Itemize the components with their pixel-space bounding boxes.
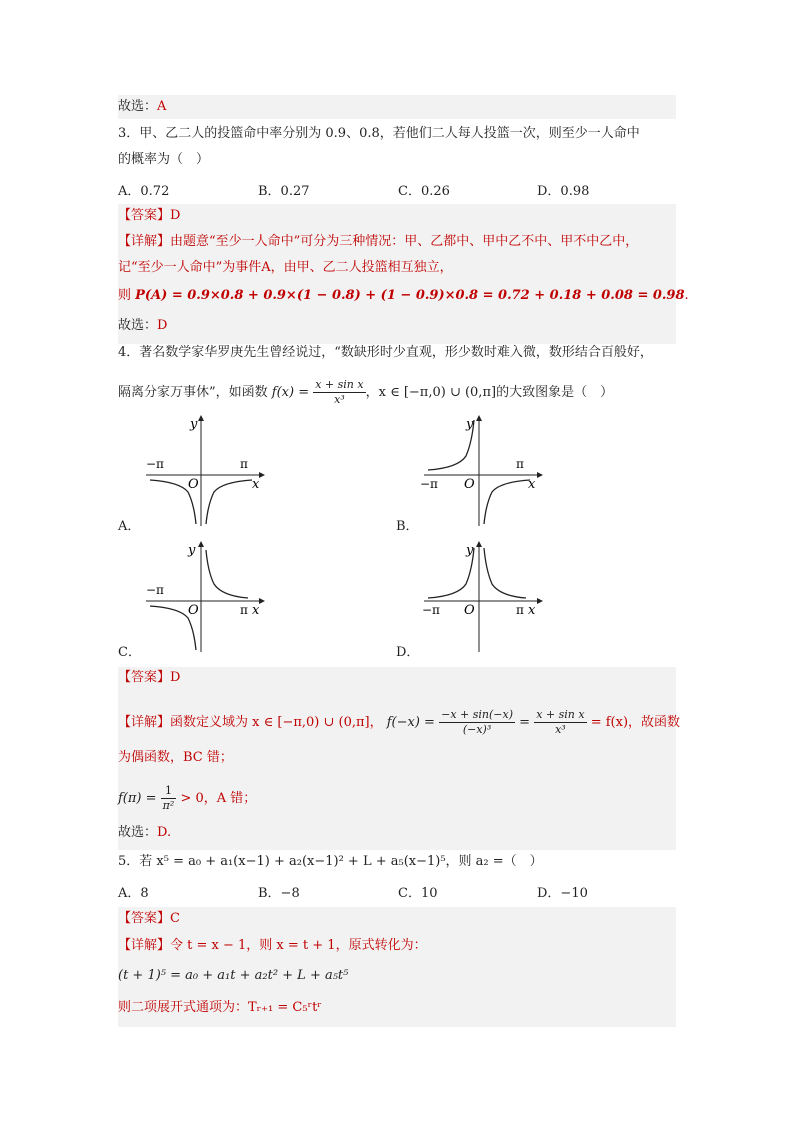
q4-stem-line2: 隔离分家万事休”，如函数 f(x) = $\frac{\text{x + sin x}}{\text{x³}}$ ，x ∈ [−π,0) ∪ (0,π]的大致图象是（ ）: [118, 378, 614, 406]
q3-detail-line1: 【详解】由题意“至少一人命中”可分为三种情况：甲、乙都中、甲中乙不中、甲不中乙中，: [118, 234, 639, 249]
q3-option-b: B．0.27: [258, 184, 310, 199]
q5-detail-line1: 【详解】令 t = x − 1，则 x = t + 1，原式转化为：: [118, 938, 427, 953]
neg-pi-label: −π: [146, 457, 164, 471]
q4-function-fraction: $\frac{\text{x + sin x}}{\text{x³}}$: [315, 378, 364, 406]
y-label: y: [466, 417, 474, 432]
q5-detail-line2: (t + 1)⁵ = a₀ + a₁t + a₂t² + L + a₅t⁵: [118, 968, 349, 983]
origin-label: O: [464, 477, 475, 492]
graph-d-label: D．: [396, 645, 420, 660]
q3-option-a: A．0.72: [118, 184, 170, 199]
q5-option-a: A．8: [118, 886, 149, 901]
pi-label: π: [516, 603, 524, 617]
origin-label: O: [188, 603, 199, 618]
q4-final: 故选：D.: [118, 825, 172, 840]
q5-option-c: C．10: [398, 886, 438, 901]
graph-b-label: B．: [396, 519, 419, 534]
y-label: y: [188, 543, 196, 558]
q2-final: 故选：A: [118, 99, 167, 114]
q4-detail-line3: f(π) = $\frac{1}{\text{π²}}$ > 0，A 错；: [118, 784, 257, 812]
q4-detail-line2: 为偶函数，BC 错；: [118, 750, 233, 765]
q4-detail-fraction-2: $\frac{\text{x + sin x}}{\text{x³}}$: [536, 708, 585, 736]
x-label: x: [528, 603, 536, 618]
q4-detail-line1: 【详解】函数定义域为 x ∈ [−π,0) ∪ (0,π]， f(−x) = $\frac{-x + \sin(-x)}{\text{(−x)³}}$ = $\frac{\text{x + sin x}}{\text{x³}}$ = f(x)，故函数: [118, 708, 681, 736]
q5-answer: 【答案】C: [118, 911, 180, 926]
q4-fpi-fraction: $\frac{1}{\text{π²}}$: [162, 784, 175, 812]
q3-detail-line3: 则 P(A) = 0.9×0.8 + 0.9×(1 − 0.8) + (1 − 0.9)×0.8 = 0.72 + 0.18 + 0.08 = 0.98.: [118, 288, 689, 303]
q3-detail-line2: 记“至少一人命中”为事件A，由甲、乙二人投篮相互独立，: [118, 260, 453, 275]
curve-right: [206, 480, 252, 524]
q5-detail-line3: 则二项展开式通项为：Tᵣ₊₁ = C₅ʳtʳ: [118, 1000, 322, 1015]
q3-probability-formula: P(A) = 0.9×0.8 + 0.9×(1 − 0.8) + (1 − 0.9)×0.8 = 0.72 + 0.18 + 0.08 = 0.98: [135, 288, 685, 303]
origin-label: O: [464, 603, 475, 618]
y-label: y: [190, 417, 198, 432]
q3-option-d: D．0.98: [537, 184, 590, 199]
q4-stem-line1: 4．著名数学家华罗庚先生曾经说过，“数缺形时少直观，形少数时难入微，数形结合百般好，: [118, 345, 653, 360]
q3-stem-line2: 的概率为（ ）: [118, 152, 210, 167]
q3-stem-line1: 3．甲、乙二人的投篮命中率分别为 0.9、0.8，若他们二人每人投篮一次，则至少一人命中: [118, 126, 640, 141]
x-label: x: [252, 477, 260, 492]
pi-label: π: [240, 457, 248, 471]
q3-option-c: C．0.26: [398, 184, 450, 199]
pi-label: π: [240, 603, 248, 617]
q2-final-block: [118, 95, 676, 119]
graph-option-b: [418, 412, 548, 530]
q5-option-b: B．−8: [258, 886, 300, 901]
q4-detail-fraction-1: $\frac{-x + \sin(-x)}{\text{(−x)³}}$: [441, 708, 513, 736]
q5-stem: 5．若 x⁵ = a₀ + a₁(x−1) + a₂(x−1)² + L + a₅(x−1)⁵，则 a₂ =（ ）: [118, 854, 543, 869]
neg-pi-label: −π: [422, 603, 440, 617]
curve-right: [484, 480, 530, 524]
q3-final: 故选：D: [118, 318, 168, 333]
graph-option-d: [418, 538, 548, 656]
y-label: y: [466, 543, 474, 558]
graph-option-a: [140, 412, 270, 530]
graph-a-label: A．: [118, 519, 141, 534]
graph-option-c: [140, 538, 270, 656]
curve-right: [484, 548, 526, 598]
q5-option-d: D．−10: [537, 886, 588, 901]
neg-pi-label: −π: [146, 583, 164, 597]
q4-answer: 【答案】D: [118, 670, 181, 685]
x-label: x: [252, 603, 260, 618]
pi-label: π: [516, 457, 524, 471]
x-label: x: [528, 477, 536, 492]
q3-answer: 【答案】D: [118, 208, 181, 223]
origin-label: O: [188, 477, 199, 492]
neg-pi-label: −π: [420, 477, 438, 491]
curve-right: [206, 550, 248, 598]
graph-c-label: C．: [118, 645, 141, 660]
